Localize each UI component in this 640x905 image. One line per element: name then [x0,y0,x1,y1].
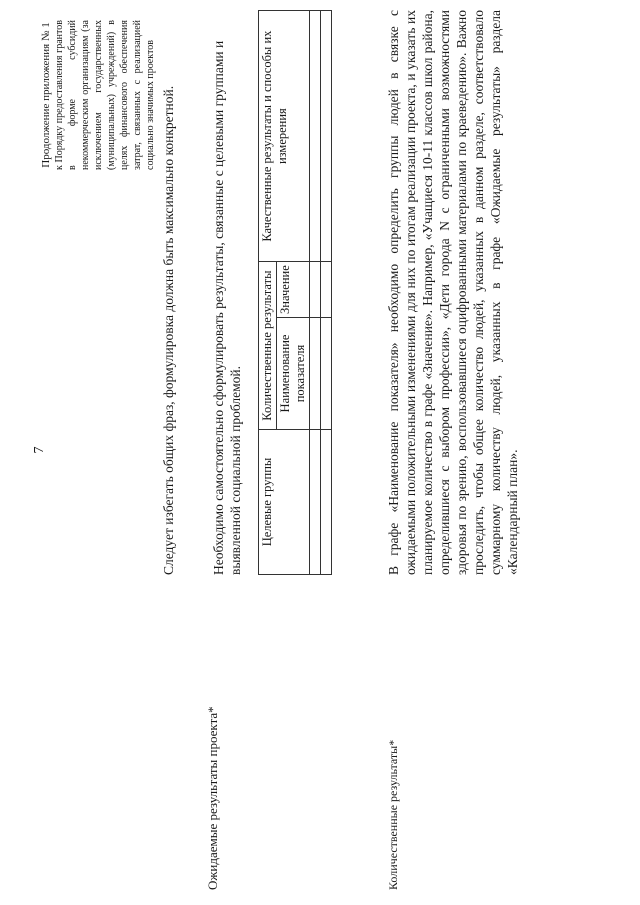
header-indicator-name: Наименование показателя [277,318,310,430]
appendix-header [40,20,157,170]
table-cell[interactable] [310,430,321,575]
guidance-paragraph-3: В графе «Наименование показателя» необходимо определить группы людей в связке с ожидаемыми положительными изменениями для них по итогам реализации проекта, и указать их планируемое количество в графе «Значение». Например, «Учащиеся 10-11 классов школ района, определившиеся с выбором профессии», «Дети города N с ограниченными возможностями здоровья по зрению, воспользовавшиеся оцифрованными материалами по краеведению». Важно проследить, чтобы общее количество людей, указанных в данном разделе, соответствовало суммарному количеству людей, указанных в графе «Ожидаемые результаты» раздела «Календарный план». [386,10,520,575]
guidance-paragraph-1: Следует избегать общих фраз, формулировка должна быть максимально конкретной. [161,85,176,575]
appendix-subtitle: к Порядку предоставления грантов в форме субсидий некоммерческим организациям (за исключением государственных (муниципальных) учреждений) в целях финансового обеспечения затрат, связанных с реализацией социально значимых проектов [54,20,156,170]
table-header-row [259,11,277,575]
appendix-title: Продолжение приложения № 1 [40,22,52,168]
table-cell[interactable] [310,262,321,318]
header-qualitative: Качественные результаты и способы их измерения [259,11,310,262]
table-cell[interactable] [310,11,321,262]
table-cell[interactable] [321,318,332,430]
page-number: 7 [32,446,47,454]
header-target-groups: Целевые группы [259,430,310,575]
expected-results-label: Ожидаемые результаты проекта* [205,706,220,890]
quantitative-results-label: Количественные результаты* [386,739,400,890]
header-quantitative: Количественные результаты [259,262,277,430]
table-cell[interactable] [321,430,332,575]
guidance-paragraph-2: Необходимо самостоятельно сформулировать результаты, связанные с целевыми группами и выявленной социальной проблемой. [211,40,243,575]
header-value: Значение [277,262,310,318]
table-row [321,11,332,575]
results-table [258,10,332,575]
table-row [310,11,321,575]
table-cell[interactable] [321,262,332,318]
table-cell[interactable] [321,11,332,262]
table-cell[interactable] [310,318,321,430]
